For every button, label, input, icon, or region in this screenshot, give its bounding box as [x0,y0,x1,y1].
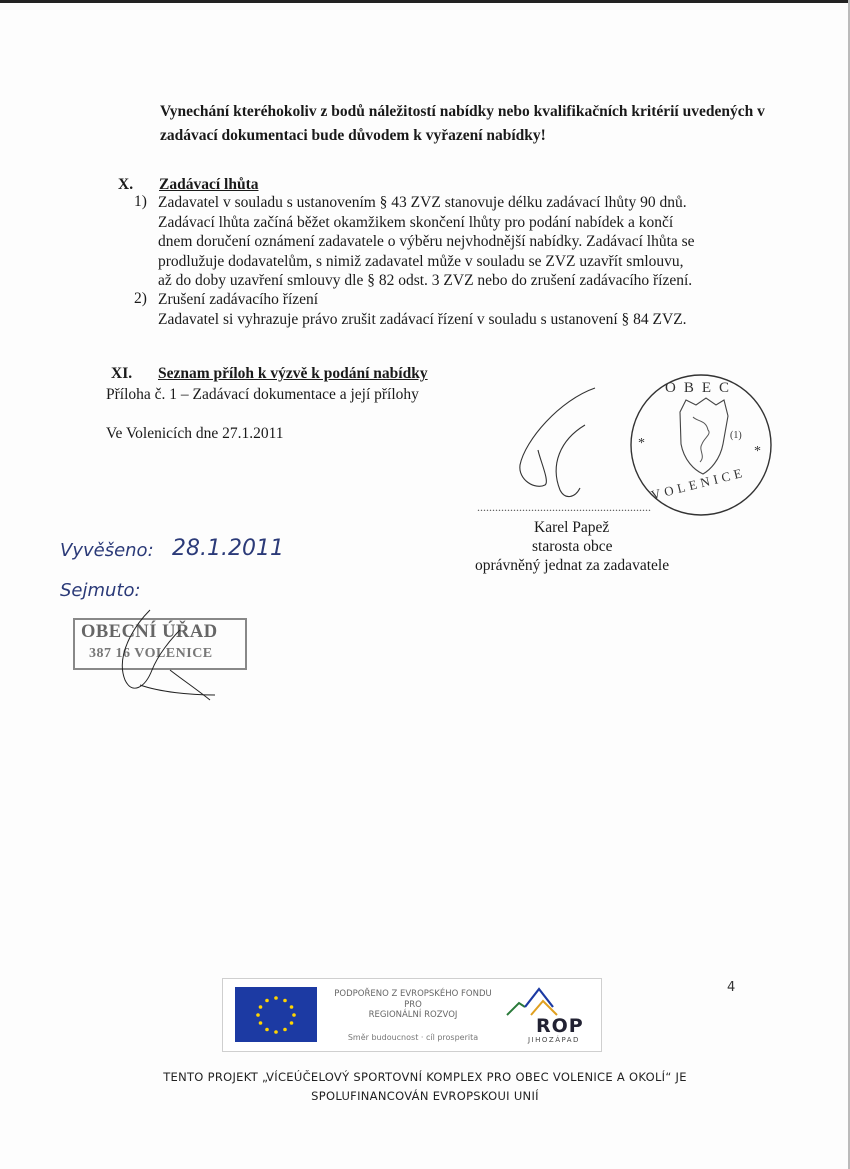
office-stamp-line1: OBECNÍ ÚŘAD [81,622,218,642]
footer-line-1: TENTO PROJEKT „VÍCEÚČELOVÝ SPORTOVNÍ KOMPLEX PRO OBEC VOLENICE A OKOLÍ“ JE [163,1070,687,1084]
stamp-scribble [100,600,230,710]
signature-scribble [500,370,620,510]
item-1-line: dnem doručení oznámení zadavatele o výběru nejvhodnější nabídky. Zadávací lhůta se [158,233,695,250]
footer-line-2: SPOLUFINANCOVÁN EVROPSKOUI UNIÍ [311,1089,539,1103]
stamp-bottom-text: VOLENICE [649,464,748,503]
signature-dotted-line: .......................................................... [477,500,651,514]
signatory-name: Karel Papež [534,519,610,536]
stamp-star-left: * [638,436,645,451]
attachment-line: Příloha č. 1 – Zadávací dokumentace a její přílohy [106,386,419,403]
stamp-top-text: OBEC [665,380,738,396]
scan-top-edge [0,0,850,3]
logo-text-line: PRO [404,999,422,1010]
stamp-number: (1) [730,430,742,441]
item-1-line: Zadavatel v souladu s ustanovením § 43 ZVZ stanovuje délku zadávací lhůty 90 dnů. [158,194,687,211]
logo-text-line: REGIONÁLNÍ ROZVOJ [368,1010,458,1020]
section-x-number: X. [118,176,134,193]
logo-motto: Směr budoucnost · cíl prosperita [347,1033,479,1042]
disqualification-warning: Vynechání kteréhokoliv z bodů náležitostí nabídky nebo kvalifikačních kritérií uvedených v zadávací dokumentaci bude důvodem k vyřazení nabídky! [160,103,765,144]
item-2-number: 2) [134,290,147,307]
office-stamp-line2: 387 16 VOLENICE [89,646,213,661]
posted-date-handwritten: 28.1.2011 [172,536,284,561]
signatory-role: starosta obce [532,538,613,555]
eu-flag-icon [235,987,317,1042]
item-1-line: Zadávací lhůta začíná běžet okamžikem skončení lhůty pro podání nabídek a končí [158,213,674,231]
item-1-text [158,193,758,291]
page-number: 4 [727,980,736,995]
item-1-line: až do doby uzavření smlouvy dle § 82 odst. 3 ZVZ nebo do zrušení zadávacího řízení. [158,272,693,289]
logo-text [323,989,503,1021]
logo-text-line: PODPOŘENO Z EVROPSKÉHO FONDU [334,989,492,999]
rop-logo-subtitle: JIHOZÁPAD [528,1036,580,1044]
funding-logo [222,978,602,1052]
stamp-star-right: * [754,444,761,459]
item-1-number: 1) [134,193,147,210]
rop-logo-text: ROP [536,1015,584,1037]
section-x-title: Zadávací lhůta [159,176,259,193]
place-date: Ve Volenicích dne 27.1.2011 [106,425,284,442]
item-2-text [158,290,758,329]
item-2-heading: Zrušení zadávacího řízení [158,291,319,308]
item-1-line: prodlužuje dodavatelům, s nimiž zadavatel může v souladu se ZVZ uzavřít smlouvu, [158,252,684,270]
posted-label-handwritten: Vyvěšeno: [60,540,154,561]
signatory-authority: oprávněný jednat za zadavatele [475,557,670,574]
section-xi-title: Seznam příloh k výzvě k podání nabídky [158,365,428,382]
item-2-line: Zadavatel si vyhrazuje právo zrušit zadávací řízení v souladu s ustanovení § 84 ZVZ. [158,310,687,328]
eu-stars-icon [235,987,317,1042]
section-xi-number: XI. [111,365,133,382]
removed-label-handwritten: Sejmuto: [60,580,141,601]
